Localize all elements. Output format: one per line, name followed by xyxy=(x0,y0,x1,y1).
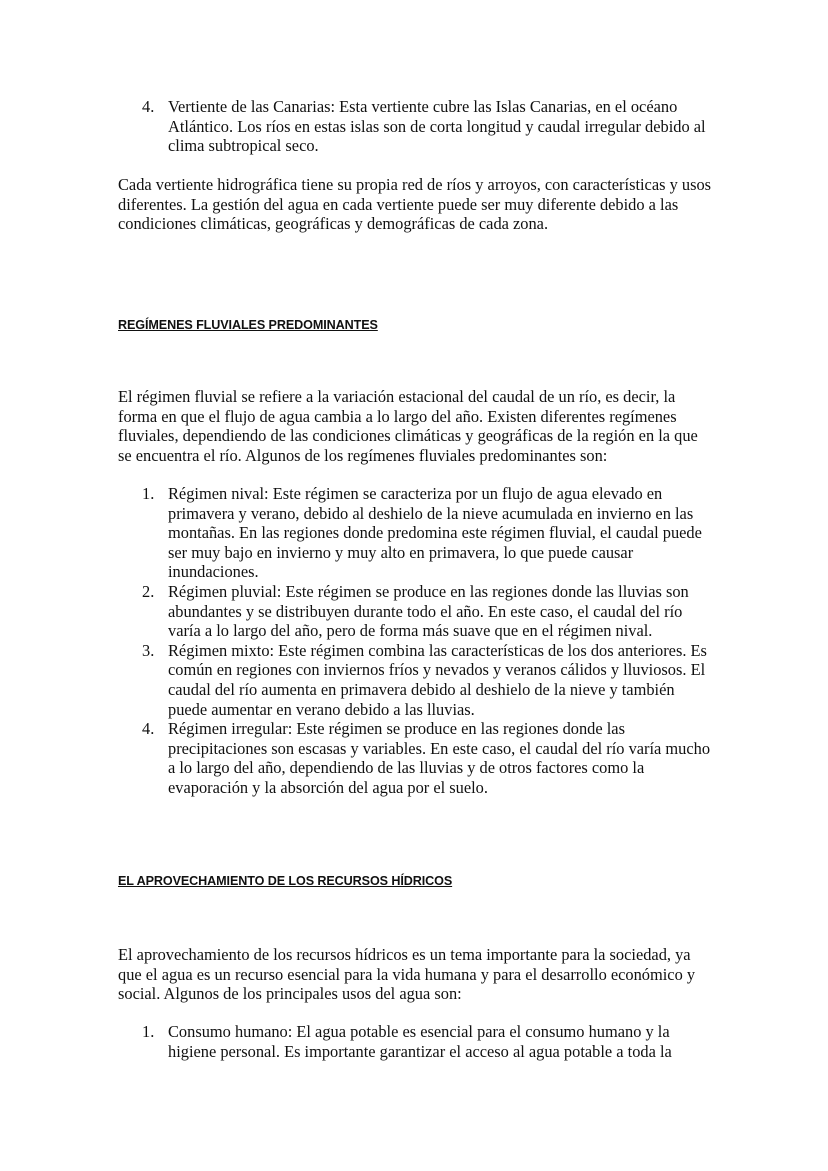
list-item-text: Régimen pluvial: Este régimen se produce en las regiones donde las lluvias son abundantes y se distribuyen durante todo el año. En este caso, el caudal del río varía a lo largo del año, pero de forma más suave que en el régimen nival. xyxy=(168,581,689,641)
list-item xyxy=(118,582,714,641)
list-item-text: Régimen mixto: Este régimen combina las características de los dos anteriores. Es común en regiones con inviernos fríos y nevados y veranos cálidos y lluviosos. El caudal del río aumenta en primavera debido al deshielo de la nieve y también puede aumentar en verano debido a las lluvias. xyxy=(168,640,707,719)
list-item xyxy=(118,719,714,797)
vertientes-summary-paragraph: Cada vertiente hidrográfica tiene su propia red de ríos y arroyos, con características y usos diferentes. La gestión del agua en cada vertiente puede ser muy diferente debido a las condiciones climáticas, geográficas y demográficas de cada zona. xyxy=(118,175,712,234)
list-item xyxy=(118,97,714,156)
usos-list xyxy=(118,1022,714,1061)
list-item-number: 1. xyxy=(142,484,155,503)
list-item-text: Consumo humano: El agua potable es esencial para el consumo humano y la higiene personal. Es importante garantizar el acceso al agua potable a toda la xyxy=(168,1022,672,1061)
regimenes-heading: REGÍMENES FLUVIALES PREDOMINANTES xyxy=(118,318,378,332)
list-item-number: 1. xyxy=(142,1022,155,1041)
list-item-text: Vertiente de las Canarias: Esta vertiente cubre las Islas Canarias, en el océano Atlántico. Los ríos en estas islas son de corta longitud y caudal irregular debido al clima subtropical seco. xyxy=(168,97,706,156)
list-item xyxy=(118,641,714,719)
list-item-number: 4. xyxy=(142,719,155,739)
list-item-text: Régimen nival: Este régimen se caracteriza por un flujo de agua elevado en primavera y verano, debido al deshielo de la nieve acumulada en invierno en las montañas. En las regiones donde predomina este régimen fluvial, el caudal puede ser muy bajo en invierno y muy alto en primavera, lo que puede causar inundaciones. xyxy=(168,484,702,582)
aprovechamiento-intro-paragraph: El aprovechamiento de los recursos hídricos es un tema importante para la sociedad, ya que el agua es un recurso esencial para la vida humana y para el desarrollo económico y social. Algunos de los principales usos del agua son: xyxy=(118,945,696,1004)
regimenes-intro-paragraph: El régimen fluvial se refiere a la variación estacional del caudal de un río, es decir, la forma en que el flujo de agua cambia a lo largo del año. Existen diferentes regímenes fluviales, dependiendo de las condiciones climáticas y geográficas de la región en la que se encuentra el río. Algunos de los regímenes fluviales predominantes son: xyxy=(118,387,698,465)
regimenes-list xyxy=(118,484,714,798)
list-item-number: 4. xyxy=(142,97,155,116)
list-item-number: 2. xyxy=(142,581,155,601)
list-item xyxy=(118,1022,714,1061)
vertientes-list-continued xyxy=(118,97,714,156)
list-item-text: Régimen irregular: Este régimen se produce en las regiones donde las precipitaciones son escasas y variables. En este caso, el caudal del río varía mucho a lo largo del año, dependiendo de las lluvias y de otros factores como la evaporación y la absorción del agua por el suelo. xyxy=(168,719,711,797)
list-item-number: 3. xyxy=(142,640,155,660)
list-item xyxy=(118,484,714,582)
aprovechamiento-heading: EL APROVECHAMIENTO DE LOS RECURSOS HÍDRICOS xyxy=(118,874,453,888)
